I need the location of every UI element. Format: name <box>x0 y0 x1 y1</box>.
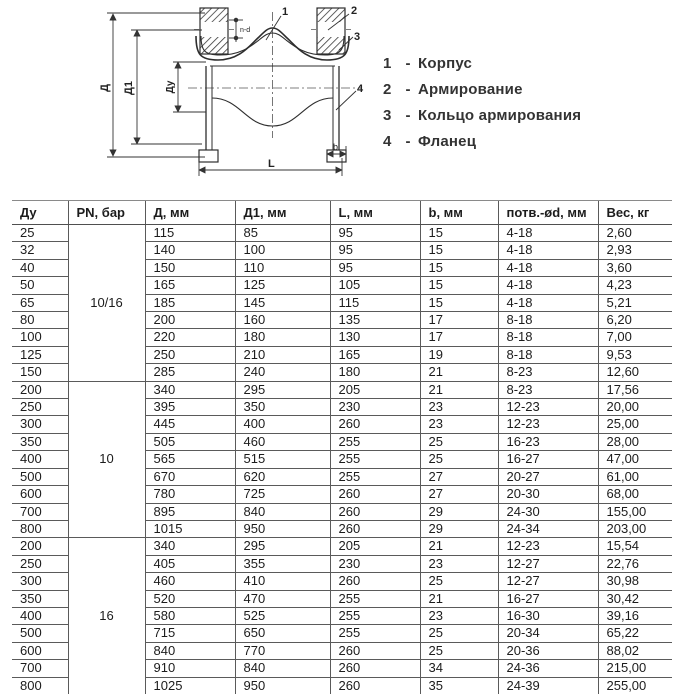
dimensions-table <box>12 200 672 694</box>
cell-du: 350 <box>12 590 68 607</box>
cell: 840 <box>145 642 235 659</box>
cell-du: 250 <box>12 399 68 416</box>
cell: 565 <box>145 451 235 468</box>
cell: 65,22 <box>598 625 672 642</box>
cell: 21 <box>420 590 498 607</box>
cell: 400 <box>235 416 330 433</box>
top-section <box>0 0 680 200</box>
legend-item-4 <box>383 128 581 154</box>
cell: 840 <box>235 660 330 677</box>
cell: 4-18 <box>498 259 598 276</box>
cell: 27 <box>420 468 498 485</box>
cell: 17 <box>420 312 498 329</box>
cell: 840 <box>235 503 330 520</box>
cell: 215,00 <box>598 660 672 677</box>
cell: 29 <box>420 520 498 537</box>
cell: 895 <box>145 503 235 520</box>
cell: 4,23 <box>598 277 672 294</box>
cell: 650 <box>235 625 330 642</box>
cell-du: 300 <box>12 416 68 433</box>
cell: 47,00 <box>598 451 672 468</box>
table-header-row <box>12 201 672 225</box>
cell: 4-18 <box>498 225 598 242</box>
cell: 24-30 <box>498 503 598 520</box>
cell-du: 150 <box>12 364 68 381</box>
cell-pn-section-2: 10 <box>68 381 145 538</box>
cell: 115 <box>145 225 235 242</box>
cell: 9,53 <box>598 346 672 363</box>
cell: 950 <box>235 677 330 694</box>
cell: 220 <box>145 329 235 346</box>
cell: 260 <box>330 416 420 433</box>
cell: 255 <box>330 433 420 450</box>
cell: 95 <box>330 242 420 259</box>
cell: 3,60 <box>598 259 672 276</box>
cell: 12-23 <box>498 416 598 433</box>
cell: 460 <box>235 433 330 450</box>
cell: 25 <box>420 642 498 659</box>
cell: 2,93 <box>598 242 672 259</box>
legend-number: 1 <box>383 54 392 72</box>
cell: 20,00 <box>598 399 672 416</box>
cell: 95 <box>330 259 420 276</box>
cell: 34 <box>420 660 498 677</box>
cell: 105 <box>330 277 420 294</box>
table-row <box>12 381 672 398</box>
cell: 260 <box>330 503 420 520</box>
cell-du: 600 <box>12 486 68 503</box>
legend-dash: - <box>405 80 411 98</box>
cell-du: 100 <box>12 329 68 346</box>
cell-du: 350 <box>12 433 68 450</box>
cell: 145 <box>235 294 330 311</box>
cell: 16-30 <box>498 607 598 624</box>
cell-du: 80 <box>12 312 68 329</box>
cell: 12-23 <box>498 538 598 555</box>
cell: 125 <box>235 277 330 294</box>
cell: 260 <box>330 642 420 659</box>
cell: 165 <box>145 277 235 294</box>
cell: 445 <box>145 416 235 433</box>
cell: 35 <box>420 677 498 694</box>
legend-label: Фланец <box>418 132 477 150</box>
cell: 21 <box>420 381 498 398</box>
cell: 260 <box>330 660 420 677</box>
cell: 15 <box>420 242 498 259</box>
cell: 25 <box>420 433 498 450</box>
cell-du: 400 <box>12 451 68 468</box>
cell: 150 <box>145 259 235 276</box>
legend-label: Кольцо армирования <box>418 106 582 124</box>
cell: 88,02 <box>598 642 672 659</box>
cell: 7,00 <box>598 329 672 346</box>
cell: 15 <box>420 294 498 311</box>
cell: 160 <box>235 312 330 329</box>
cell: 295 <box>235 538 330 555</box>
cell-du: 200 <box>12 538 68 555</box>
dim-label-du: Ду <box>165 80 176 94</box>
legend-label: Корпус <box>418 54 473 72</box>
cell-du: 25 <box>12 225 68 242</box>
cell: 27 <box>420 486 498 503</box>
cell: 405 <box>145 555 235 572</box>
cell: 8-23 <box>498 364 598 381</box>
cell: 525 <box>235 607 330 624</box>
dim-label-d1: Д1 <box>123 81 135 95</box>
cell: 17 <box>420 329 498 346</box>
cell: 25 <box>420 625 498 642</box>
cell: 24-39 <box>498 677 598 694</box>
cell: 203,00 <box>598 520 672 537</box>
cell: 29 <box>420 503 498 520</box>
callout-2: 2 <box>351 5 358 17</box>
cell: 1015 <box>145 520 235 537</box>
cell: 255 <box>330 625 420 642</box>
cell: 20-34 <box>498 625 598 642</box>
cell: 1025 <box>145 677 235 694</box>
legend-dash: - <box>405 106 411 124</box>
cell: 15 <box>420 277 498 294</box>
dim-label-nd: n-d <box>240 27 251 34</box>
dim-label-b: b <box>333 142 339 152</box>
dim-label-d: Д <box>99 84 111 92</box>
cell-du: 600 <box>12 642 68 659</box>
legend-item-3 <box>383 102 581 128</box>
cell-du: 200 <box>12 381 68 398</box>
cell: 725 <box>235 486 330 503</box>
cell: 255 <box>330 468 420 485</box>
cell-du: 65 <box>12 294 68 311</box>
cell: 295 <box>235 381 330 398</box>
cell: 12-23 <box>498 399 598 416</box>
cell: 8-18 <box>498 312 598 329</box>
column-header-6: b, мм <box>420 201 498 225</box>
cell: 24-36 <box>498 660 598 677</box>
cell: 670 <box>145 468 235 485</box>
cell: 24-34 <box>498 520 598 537</box>
cell: 20-30 <box>498 486 598 503</box>
cell: 2,60 <box>598 225 672 242</box>
cell: 230 <box>330 399 420 416</box>
cell: 515 <box>235 451 330 468</box>
technical-drawing <box>0 0 375 200</box>
cell: 260 <box>330 677 420 694</box>
cell: 285 <box>145 364 235 381</box>
cell: 16-23 <box>498 433 598 450</box>
cell: 950 <box>235 520 330 537</box>
cell-du: 125 <box>12 346 68 363</box>
cell: 85 <box>235 225 330 242</box>
cell-pn-section-1: 10/16 <box>68 225 145 382</box>
cell: 770 <box>235 642 330 659</box>
cell: 715 <box>145 625 235 642</box>
cell: 39,16 <box>598 607 672 624</box>
cell: 21 <box>420 364 498 381</box>
column-header-1: Ду <box>12 201 68 225</box>
cell: 255 <box>330 590 420 607</box>
callout-1: 1 <box>282 6 289 18</box>
legend-number: 4 <box>383 132 392 150</box>
cell-du: 700 <box>12 660 68 677</box>
cell: 410 <box>235 573 330 590</box>
cell: 5,21 <box>598 294 672 311</box>
cell: 12-27 <box>498 573 598 590</box>
cell-du: 250 <box>12 555 68 572</box>
cell: 255 <box>330 607 420 624</box>
cell-du: 700 <box>12 503 68 520</box>
cell: 100 <box>235 242 330 259</box>
cell: 12,60 <box>598 364 672 381</box>
table-row <box>12 538 672 555</box>
cell: 16-27 <box>498 590 598 607</box>
cell-du: 300 <box>12 573 68 590</box>
cell: 68,00 <box>598 486 672 503</box>
cell: 155,00 <box>598 503 672 520</box>
cell: 580 <box>145 607 235 624</box>
cell: 165 <box>330 346 420 363</box>
cell: 340 <box>145 381 235 398</box>
cell-pn-section-3: 16 <box>68 538 145 694</box>
cell-du: 400 <box>12 607 68 624</box>
cell: 16-27 <box>498 451 598 468</box>
legend-number: 2 <box>383 80 392 98</box>
cell: 460 <box>145 573 235 590</box>
cell: 4-18 <box>498 242 598 259</box>
cell: 30,98 <box>598 573 672 590</box>
cell: 180 <box>235 329 330 346</box>
cell: 620 <box>235 468 330 485</box>
cell: 19 <box>420 346 498 363</box>
cell: 260 <box>330 486 420 503</box>
cell: 20-36 <box>498 642 598 659</box>
column-header-5: L, мм <box>330 201 420 225</box>
legend-dash: - <box>405 132 411 150</box>
cell: 230 <box>330 555 420 572</box>
cell: 505 <box>145 433 235 450</box>
cell: 205 <box>330 538 420 555</box>
legend-dash: - <box>405 54 411 72</box>
cell: 110 <box>235 259 330 276</box>
cell: 135 <box>330 312 420 329</box>
cell: 520 <box>145 590 235 607</box>
cell: 6,20 <box>598 312 672 329</box>
cell: 205 <box>330 381 420 398</box>
column-header-4: Д1, мм <box>235 201 330 225</box>
cell: 30,42 <box>598 590 672 607</box>
callout-3: 3 <box>354 31 361 43</box>
cell: 255 <box>330 451 420 468</box>
cell: 910 <box>145 660 235 677</box>
cell: 470 <box>235 590 330 607</box>
cell: 22,76 <box>598 555 672 572</box>
cell: 115 <box>330 294 420 311</box>
cell: 260 <box>330 573 420 590</box>
dim-label-l: L <box>268 158 275 170</box>
cell: 4-18 <box>498 277 598 294</box>
cell: 15 <box>420 225 498 242</box>
cell: 23 <box>420 555 498 572</box>
cell: 21 <box>420 538 498 555</box>
cell: 15,54 <box>598 538 672 555</box>
column-header-3: Д, мм <box>145 201 235 225</box>
column-header-2: PN, бар <box>68 201 145 225</box>
cell: 25 <box>420 451 498 468</box>
cell: 8-18 <box>498 329 598 346</box>
cell-du: 800 <box>12 520 68 537</box>
cell: 210 <box>235 346 330 363</box>
cell-du: 500 <box>12 468 68 485</box>
cell: 25,00 <box>598 416 672 433</box>
cell: 140 <box>145 242 235 259</box>
cell: 23 <box>420 607 498 624</box>
cell: 185 <box>145 294 235 311</box>
cell: 255,00 <box>598 677 672 694</box>
cell: 15 <box>420 259 498 276</box>
cell: 130 <box>330 329 420 346</box>
cell: 95 <box>330 225 420 242</box>
cell: 17,56 <box>598 381 672 398</box>
cell-du: 50 <box>12 277 68 294</box>
legend-item-2 <box>383 76 581 102</box>
callout-4: 4 <box>357 83 364 95</box>
cell: 240 <box>235 364 330 381</box>
cell: 23 <box>420 416 498 433</box>
cell: 260 <box>330 520 420 537</box>
legend-item-1 <box>383 50 581 76</box>
cell: 780 <box>145 486 235 503</box>
cell: 23 <box>420 399 498 416</box>
cell: 350 <box>235 399 330 416</box>
column-header-8: Вес, кг <box>598 201 672 225</box>
parts-legend <box>383 50 581 154</box>
legend-label: Армирование <box>418 80 523 98</box>
cell: 200 <box>145 312 235 329</box>
cell: 250 <box>145 346 235 363</box>
cell: 28,00 <box>598 433 672 450</box>
legend-number: 3 <box>383 106 392 124</box>
cell: 8-23 <box>498 381 598 398</box>
cell-du: 32 <box>12 242 68 259</box>
table-row <box>12 225 672 242</box>
column-header-7: потв.-ød, мм <box>498 201 598 225</box>
cell: 395 <box>145 399 235 416</box>
cell: 12-27 <box>498 555 598 572</box>
cell: 355 <box>235 555 330 572</box>
cell: 8-18 <box>498 346 598 363</box>
cell: 20-27 <box>498 468 598 485</box>
cell: 61,00 <box>598 468 672 485</box>
cell: 25 <box>420 573 498 590</box>
cell-du: 800 <box>12 677 68 694</box>
cell-du: 40 <box>12 259 68 276</box>
cell: 4-18 <box>498 294 598 311</box>
cell: 340 <box>145 538 235 555</box>
cell: 180 <box>330 364 420 381</box>
cell-du: 500 <box>12 625 68 642</box>
